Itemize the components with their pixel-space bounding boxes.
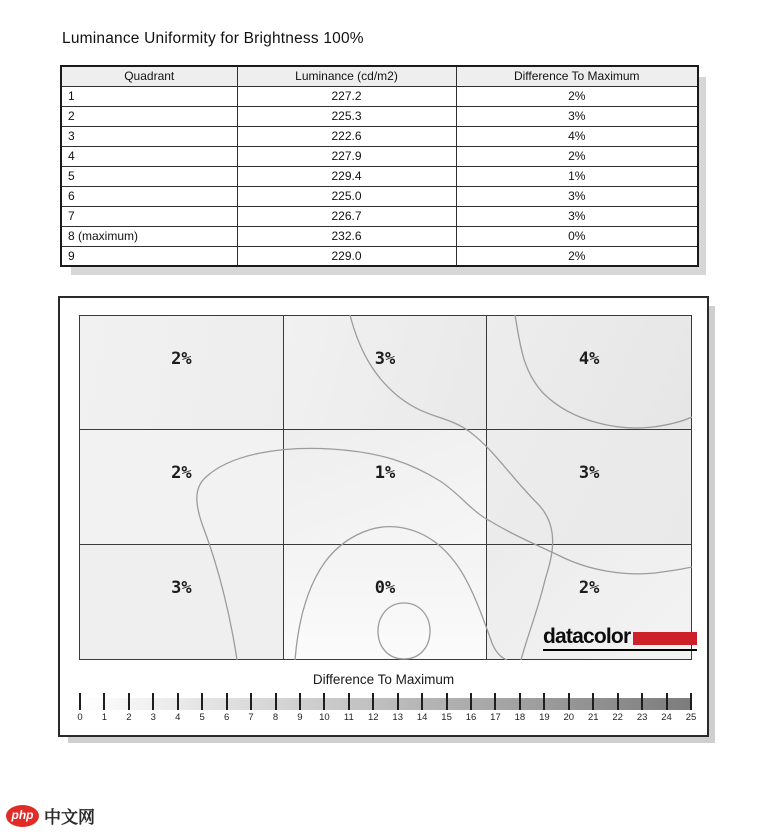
difference-label: 2% [171,349,192,369]
table-row [61,206,698,226]
colorbar-tick-label: 18 [514,712,526,723]
colorbar-tick-mark [103,693,105,710]
difference-label: 0% [374,577,396,598]
colorbar-tick-mark [421,693,423,710]
colorbar-tick-label: 6 [223,712,230,723]
difference-label: 3% [171,577,192,598]
colorbar-tick-label: 4 [175,712,181,723]
difference-cell: 2% [456,246,698,266]
colorbar-tick-mark [666,693,668,710]
quadrant-cell: 3 [61,126,237,146]
difference-cell: 3% [456,106,698,126]
colorbar-tick-label: 9 [297,712,303,723]
colorbar-tick-mark [372,693,374,710]
quadrant-cell: 7 [61,206,237,226]
difference-label: 3% [578,463,600,484]
colorbar-tick-mark [617,693,619,710]
colorbar-tick-label: 25 [685,712,697,723]
colorbar-tick-labels [77,712,697,724]
uniformity-cell [284,316,488,430]
quadrant-cell: 6 [61,186,237,206]
colorbar-tick-mark [568,693,570,710]
colorbar-tick-label: 21 [587,712,599,723]
colorbar-tick-label: 7 [248,712,254,723]
difference-cell: 2% [456,146,698,166]
difference-label: 2% [578,577,600,598]
luminance-cell: 227.9 [237,146,456,166]
colorbar-title: Difference To Maximum [312,672,455,687]
luminance-cell: 222.6 [237,126,456,146]
colorbar-tick-mark [348,693,350,710]
difference-label: 1% [374,463,396,484]
luminance-cell: 225.3 [237,106,456,126]
table-row [61,126,698,146]
colorbar-tick-label: 19 [539,712,550,723]
colorbar-tick-label: 17 [490,712,501,723]
difference-cell: 4% [456,126,698,146]
table-row [61,186,698,206]
luminance-cell: 229.4 [237,166,456,186]
table-row [61,106,698,126]
header-difference: Difference To Maximum [456,66,698,86]
colorbar-tick-label: 23 [636,712,648,723]
colorbar-tick-label: 22 [612,712,623,723]
quadrant-cell: 8 (maximum) [61,226,237,246]
colorbar-tick-mark [201,693,203,710]
quadrant-cell: 4 [61,146,237,166]
difference-cell: 3% [456,206,698,226]
colorbar-tick-label: 10 [319,712,330,723]
page-title: Luminance Uniformity for Brightness 100% [62,30,364,47]
uniformity-cell [284,430,488,544]
colorbar-tick-mark [250,693,252,710]
luminance-cell: 226.7 [237,206,456,226]
colorbar-tick-label: 14 [416,712,428,723]
datacolor-logo [543,627,697,651]
colorbar-tick-mark [299,693,301,710]
table-row [61,246,698,266]
difference-cell: 0% [456,226,698,246]
uniformity-map-panel [58,296,709,737]
colorbar-tick-label: 8 [272,712,279,723]
colorbar-tick-mark [494,693,496,710]
table-row [61,226,698,246]
uniformity-cell [80,545,284,659]
luminance-table [60,65,699,267]
datacolor-logo-text: datacolor [543,625,631,648]
header-luminance: Luminance (cd/m2) [237,66,456,86]
colorbar-tick-mark [690,693,692,710]
colorbar-tick-mark [323,693,325,710]
difference-label: 3% [374,349,396,369]
uniformity-cell [284,545,488,659]
colorbar-tick-label: 11 [343,712,354,723]
luminance-cell: 227.2 [237,86,456,106]
php-logo-badge: php [6,805,39,827]
colorbar-tick-label: 16 [465,712,477,723]
colorbar-tick-label: 12 [367,712,379,723]
colorbar-tick-label: 20 [563,712,575,723]
luminance-cell: 225.0 [237,186,456,206]
quadrant-cell: 1 [61,86,237,106]
table-row [61,146,698,166]
watermark-text: 中文网 [44,808,95,827]
colorbar-tick-label: 2 [126,712,132,723]
quadrant-cell: 2 [61,106,237,126]
colorbar-tick-mark [152,693,154,710]
header-quadrant: Quadrant [61,66,237,86]
colorbar-tick-mark [519,693,521,710]
colorbar-tick-mark [641,693,643,710]
datacolor-logo-red-bar [633,632,697,645]
difference-cell: 3% [456,186,698,206]
colorbar-tick-mark [543,693,545,710]
quadrant-cell: 5 [61,166,237,186]
colorbar-tick-mark [226,693,228,710]
colorbar-tick-mark [275,693,277,710]
colorbar-tick-mark [446,693,448,710]
colorbar-tick-mark [79,693,81,710]
table-row [61,166,698,186]
colorbar-tick-mark [592,693,594,710]
difference-label: 4% [578,349,600,369]
uniformity-cell [80,316,284,430]
difference-cell: 1% [456,166,698,186]
luminance-cell: 229.0 [237,246,456,266]
table-header-row [61,66,698,86]
colorbar-tick-mark [397,693,399,710]
table-row [61,86,698,106]
colorbar-tick-label: 5 [199,712,205,723]
uniformity-cell [80,430,284,544]
colorbar-tick-mark [470,693,472,710]
uniformity-cell [487,316,691,430]
difference-cell: 2% [456,86,698,106]
colorbar-tick-label: 15 [441,712,452,723]
uniformity-cell [487,430,691,544]
colorbar-tick-mark [177,693,179,710]
difference-label: 2% [171,463,192,484]
colorbar-gradient [79,698,692,710]
colorbar-tick-label: 1 [101,712,108,723]
colorbar-tick-label: 24 [661,712,672,723]
colorbar-tick-label: 0 [77,712,83,723]
quadrant-cell: 9 [61,246,237,266]
luminance-cell: 232.6 [237,226,456,246]
colorbar-tick-mark [128,693,130,710]
colorbar-tick-label: 3 [150,712,156,723]
colorbar-tick-label: 13 [392,712,403,723]
php-cn-watermark [6,803,95,828]
uniformity-grid [79,315,692,660]
